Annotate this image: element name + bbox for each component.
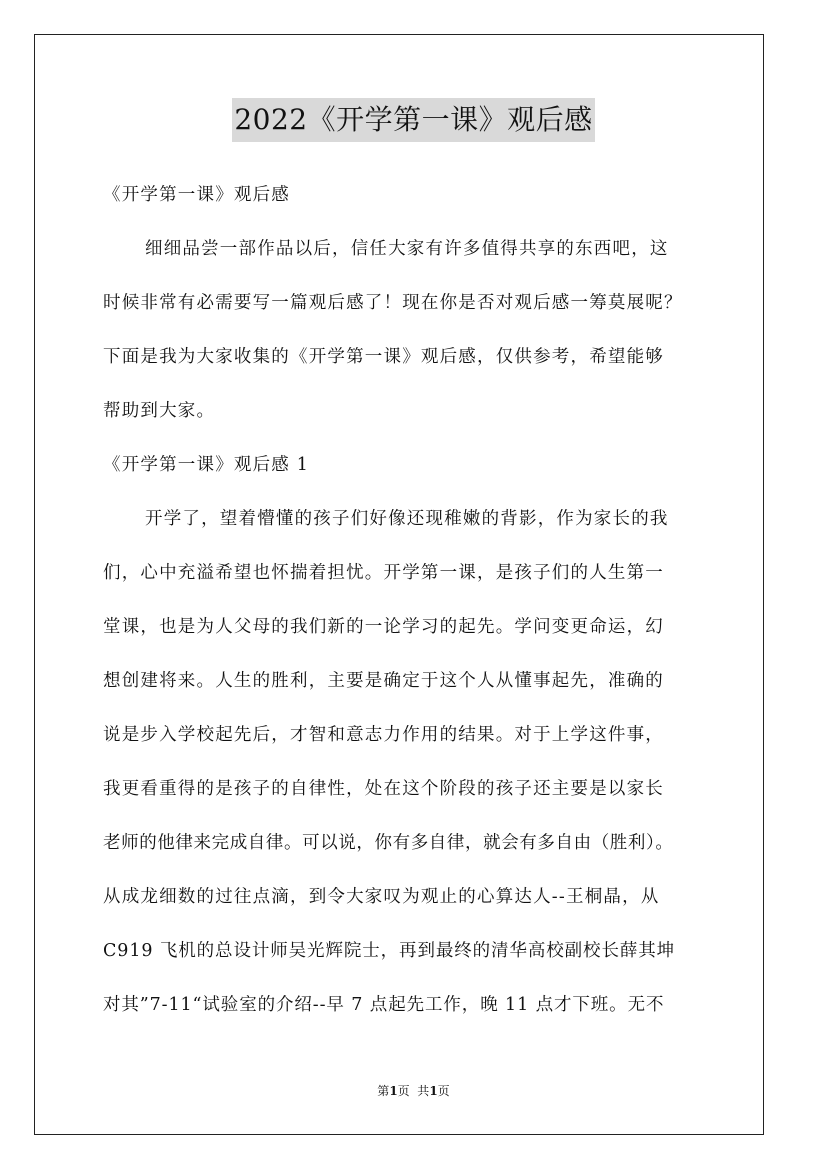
document-title: 2022《开学第一课》观后感 xyxy=(232,98,594,142)
section-heading: 《开学第一课》观后感 1 xyxy=(103,455,310,475)
paragraph-line: 开学了，望着懵懂的孩子们好像还现稚嫩的背影，作为家长的我 xyxy=(145,509,669,529)
paragraph-line: 细细品尝一部作品以后，信任大家有许多值得共享的东西吧，这 xyxy=(145,239,669,259)
footer-total-pages: 1 xyxy=(429,1084,438,1098)
paragraph-line: 时候非常有必需要写一篇观后感了！现在你是否对观后感一筹莫展呢？ xyxy=(103,293,683,313)
paragraph-line: 老师的他律来完成自律。可以说，你有多自律，就会有多自由（胜利）。 xyxy=(103,833,674,853)
paragraph-line: 对其”7-11“试验室的介绍--早 7 点起先工作，晚 11 点才下班。无不 xyxy=(103,995,665,1015)
paragraph-line: 从成龙细数的过往点滴，到令大家叹为观止的心算达人--王桐晶，从 xyxy=(103,887,660,907)
footer-prefix: 第 xyxy=(377,1084,390,1098)
paragraph-line: 下面是我为大家收集的《开学第一课》观后感，仅供参考，希望能够 xyxy=(103,347,664,367)
paragraph-line: 想创建将来。人生的胜利，主要是确定于这个人从懂事起先，准确的 xyxy=(103,671,664,691)
paragraph-line: C919 飞机的总设计师吴光辉院士，再到最终的清华高校副校长薛其坤 xyxy=(103,941,676,961)
document-title-wrap xyxy=(0,98,827,142)
paragraph-line: 我更看重得的是孩子的自律性，处在这个阶段的孩子还主要是以家长 xyxy=(103,779,664,799)
footer-page-number: 1 xyxy=(389,1084,398,1098)
paragraph-line: 说是步入学校起先后，才智和意志力作用的结果。对于上学这件事， xyxy=(103,725,664,745)
section-heading: 《开学第一课》观后感 xyxy=(103,185,290,205)
footer-suffix: 页 xyxy=(437,1084,450,1098)
footer-middle: 页 共 xyxy=(397,1084,430,1098)
paragraph-line: 们，心中充溢希望也怀揣着担忧。开学第一课，是孩子们的人生第一 xyxy=(103,563,664,583)
page-footer xyxy=(0,1083,827,1099)
paragraph-line: 帮助到大家。 xyxy=(103,401,216,421)
paragraph-line: 堂课，也是为人父母的我们新的一论学习的起先。学问变更命运，幻 xyxy=(103,617,664,637)
